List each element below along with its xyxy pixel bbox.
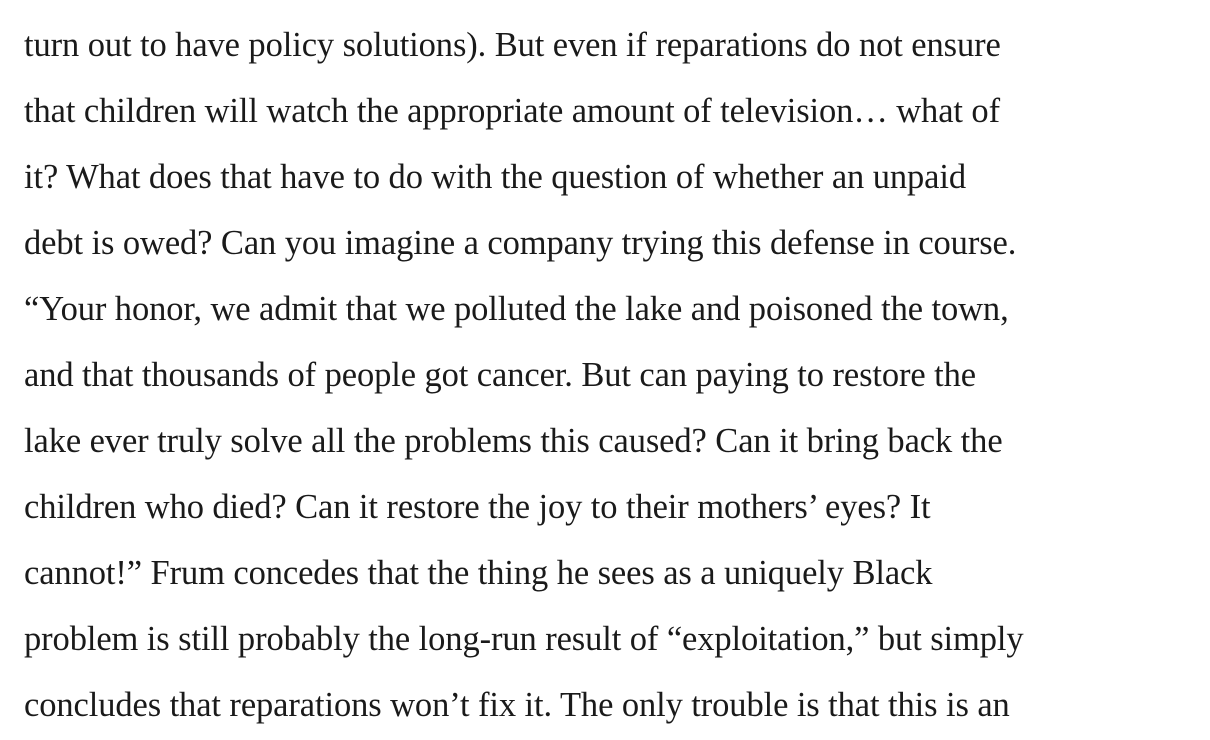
text-line: it? What does that have to do with the question of whether an unpaid — [24, 158, 967, 196]
text-line: debt is owed? Can you imagine a company trying this defense in course. — [24, 224, 1017, 262]
text-line: “Your honor, we admit that we polluted the lake and poisoned the town, — [24, 290, 1009, 328]
text-line: that children will watch the appropriate amount of television… what of — [24, 92, 1000, 130]
text-line: and that thousands of people got cancer. But can paying to restore the — [24, 356, 977, 394]
article-body — [24, 12, 1204, 738]
text-line: turn out to have policy solutions). But even if reparations do not ensure — [24, 26, 1001, 64]
text-line: concludes that reparations won’t fix it. The only trouble is that this is an — [24, 686, 1010, 724]
text-line: lake ever truly solve all the problems this caused? Can it bring back the — [24, 422, 1003, 460]
text-line: children who died? Can it restore the joy to their mothers’ eyes? It — [24, 488, 931, 526]
text-line: problem is still probably the long-run result of “exploitation,” but simply — [24, 620, 1024, 658]
text-line: cannot!” Frum concedes that the thing he sees as a uniquely Black — [24, 554, 933, 592]
